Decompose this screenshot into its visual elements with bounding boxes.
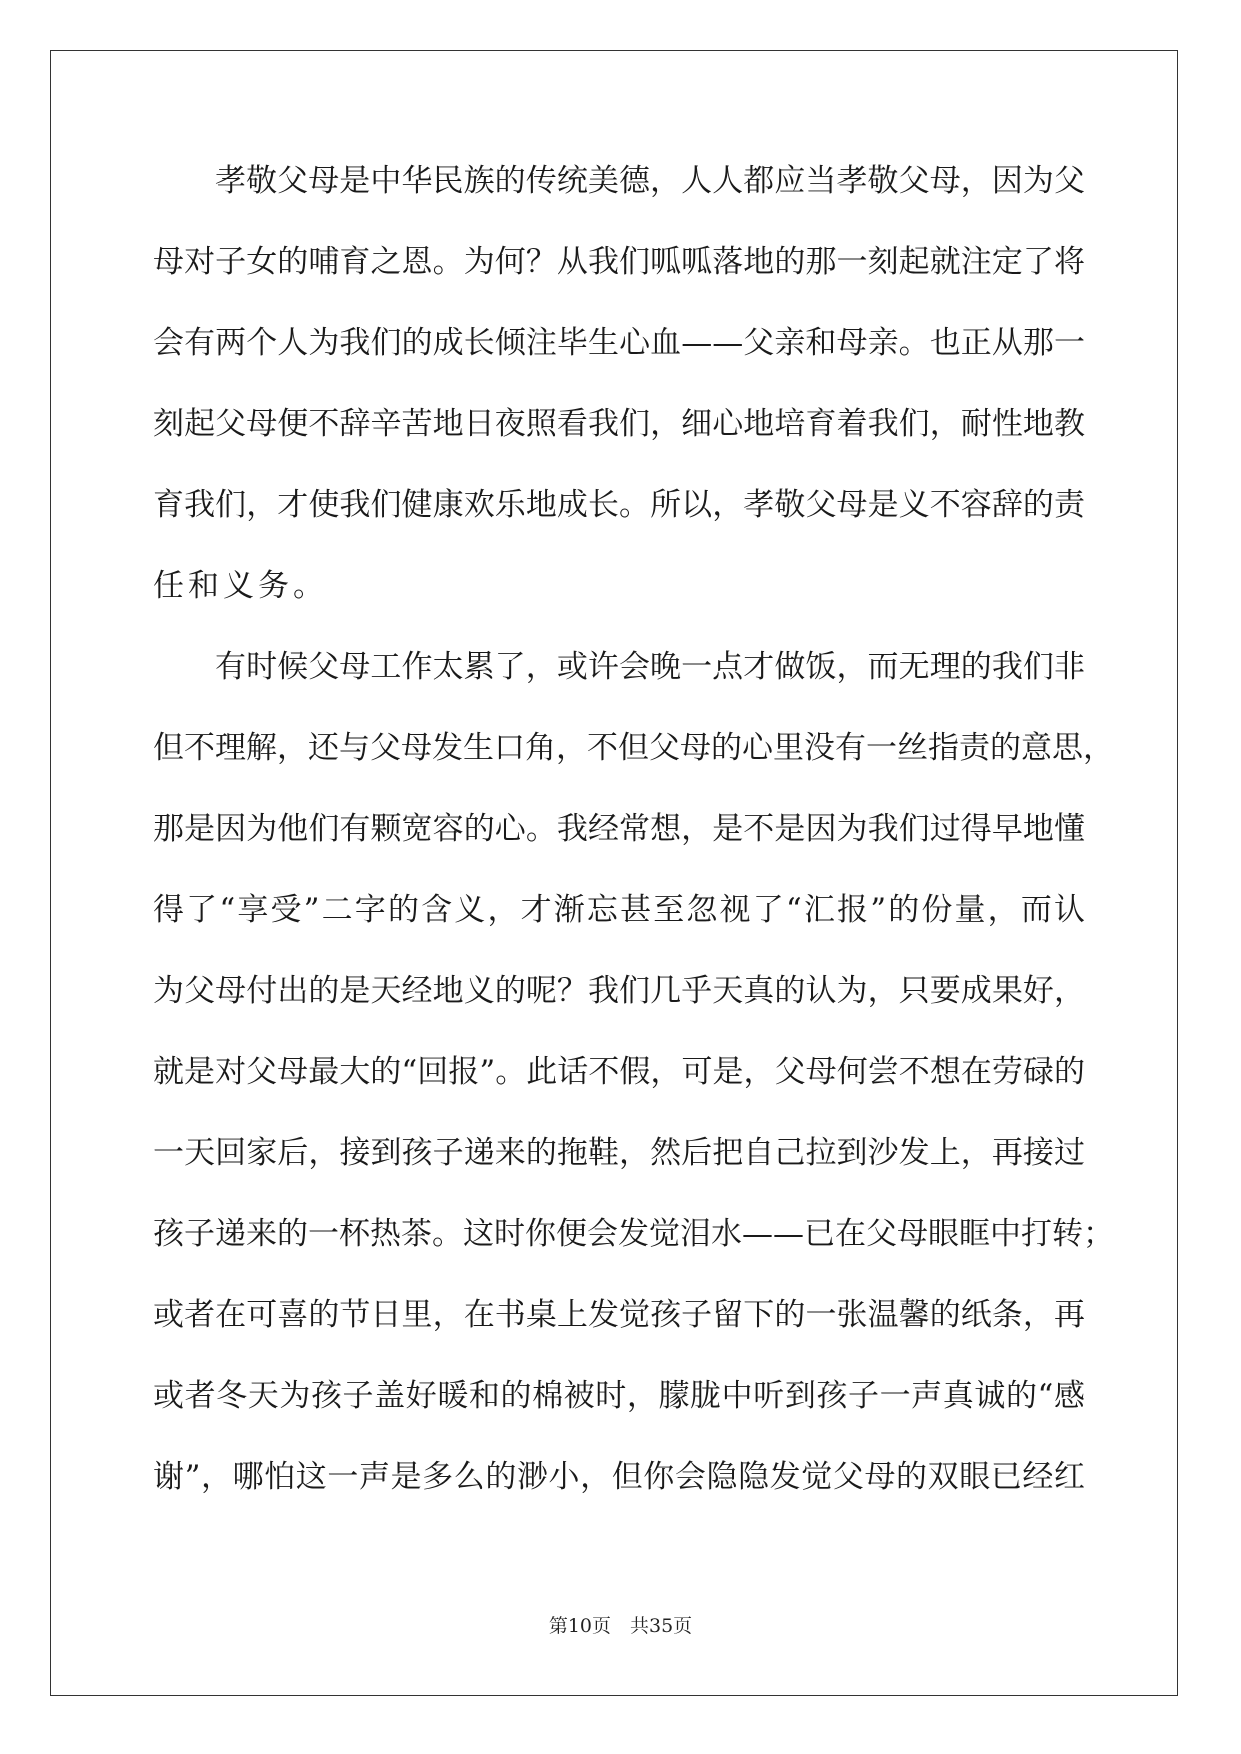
text-line: 孩子递来的一杯热茶。这时你便会发觉泪水——已在父母眼眶中打转； (153, 1216, 1114, 1252)
text-line: 或者冬天为孩子盖好暖和的棉被时，朦胧中听到孩子一声真诚的“感 (153, 1378, 1085, 1414)
text-line: 得了“享受”二字的含义，才渐忘甚至忽视了“汇报”的份量，而认 (153, 892, 1085, 928)
text-line: 育我们，才使我们健康欢乐地成长。所以，孝敬父母是义不容辞的责 (153, 487, 1085, 523)
text-line: 刻起父母便不辞辛苦地日夜照看我们，细心地培育着我们，耐性地教 (153, 406, 1085, 442)
text-line: 但不理解，还与父母发生口角，不但父母的心里没有一丝指责的意思， (153, 730, 1114, 766)
text-line: 一天回家后，接到孩子递来的拖鞋，然后把自己拉到沙发上，再接过 (153, 1135, 1085, 1171)
text-line: 就是对父母最大的“回报”。此话不假，可是，父母何尝不想在劳碌的 (153, 1054, 1085, 1090)
page-number-footer: 第10页 共35页 (548, 1615, 693, 1637)
text-line: 谢”，哪怕这一声是多么的渺小，但你会隐隐发觉父母的双眼已经红 (153, 1459, 1085, 1495)
paragraph-2 (153, 640, 1114, 1531)
text-line: 母对子女的哺育之恩。为何？从我们呱呱落地的那一刻起就注定了将 (153, 244, 1085, 280)
text-line: 为父母付出的是天经地义的呢？我们几乎天真的认为，只要成果好， (153, 973, 1085, 1009)
text-line: 任和义务。 (153, 568, 328, 604)
text-line: 那是因为他们有颗宽容的心。我经常想，是不是因为我们过得早地懂 (153, 811, 1085, 847)
text-line: 会有两个人为我们的成长倾注毕生心血——父亲和母亲。也正从那一 (153, 325, 1085, 361)
text-line: 孝敬父母是中华民族的传统美德，人人都应当孝敬父母，因为父 (215, 163, 1085, 199)
text-line: 或者在可喜的节日里，在书桌上发觉孩子留下的一张温馨的纸条，再 (153, 1297, 1085, 1333)
document-body (153, 154, 1114, 1531)
text-line: 有时候父母工作太累了，或许会晚一点才做饭，而无理的我们非 (215, 649, 1085, 685)
paragraph-1 (153, 154, 1085, 640)
